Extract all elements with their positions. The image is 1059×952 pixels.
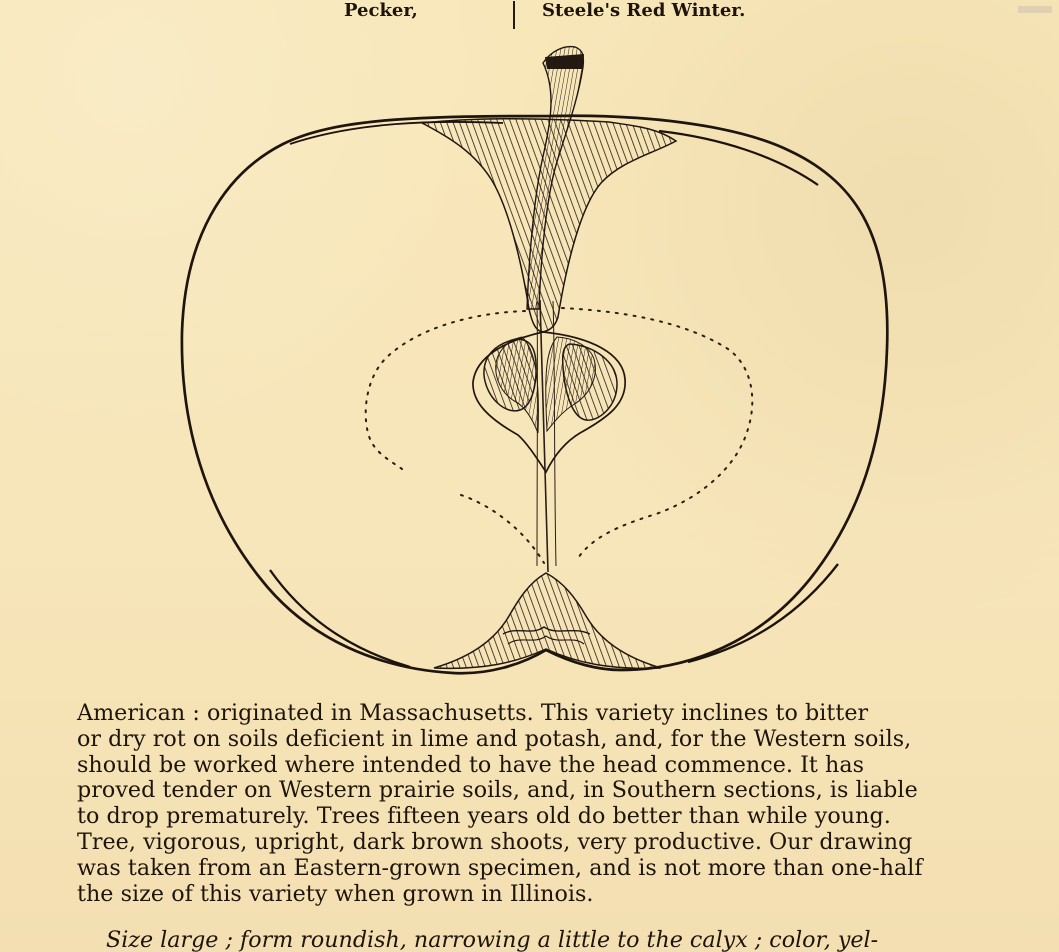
text-line: should be worked where intended to have the head commence. It has <box>77 751 865 778</box>
header-left-text: Pecker, <box>344 0 418 21</box>
page-edge-mark <box>1018 6 1052 13</box>
header-right-text: Steele's Red Winter. <box>542 0 746 21</box>
header-divider <box>513 1 515 29</box>
clipped-continuation-line: Size large ; form roundish, narrowing a little to the calyx ; color, yel- <box>106 928 879 952</box>
text-line: the size of this variety when grown in Illinois. <box>77 880 594 907</box>
text-line: American : originated in Massachusetts. This variety inclines to bitter <box>77 700 869 726</box>
text-line: to drop prematurely. Trees fifteen years old do better than while young. <box>77 803 891 830</box>
description-text <box>77 701 1007 907</box>
apple-illustration <box>170 30 900 688</box>
text-line: proved tender on Western prairie soils, and, in Southern sections, is liable <box>77 777 918 804</box>
text-line: was taken from an Eastern-grown specimen, and is not more than one-half <box>77 854 923 881</box>
calyx-basin <box>434 573 661 668</box>
seed-chambers <box>473 332 625 472</box>
text-line: or dry rot on soils deficient in lime and potash, and, for the Western soils, <box>77 725 912 752</box>
apple-cross-section-svg <box>170 30 900 688</box>
stem-cavity <box>422 47 676 332</box>
text-line: Tree, vigorous, upright, dark brown shoots, very productive. Our drawing <box>77 828 913 855</box>
running-header <box>344 0 774 34</box>
